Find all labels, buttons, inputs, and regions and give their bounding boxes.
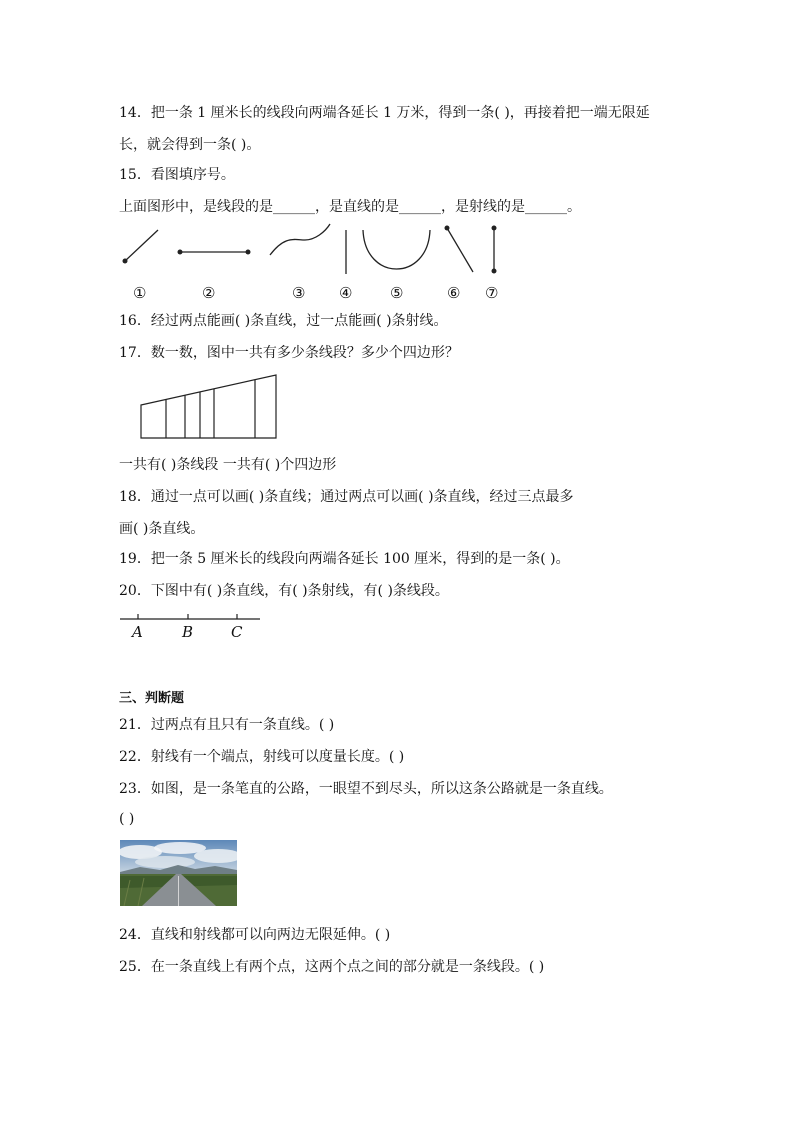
section-title: 三、判断题 — [119, 691, 185, 706]
q18-line2: 画( )条直线。 — [119, 521, 205, 537]
q22: 22．射线有一个端点，射线可以度量长度。( ) — [119, 749, 405, 765]
point-a: A — [132, 623, 143, 641]
label-3: ③ — [292, 284, 306, 302]
q23-line1: 23．如图，是一条笔直的公路，一眼望不到尽头，所以这条公路就是一条直线。 — [119, 781, 613, 797]
label-4: ④ — [339, 284, 353, 302]
label-7: ⑦ — [485, 284, 499, 302]
figure-6 — [445, 226, 474, 273]
q23-line2: ( ) — [119, 811, 135, 827]
figure-5 — [363, 230, 430, 269]
q17-figure — [138, 372, 280, 442]
q18-line1: 18．通过一点可以画( )条直线；通过两点可以画( )条直线，经过三点最多 — [119, 489, 574, 505]
q24: 24．直线和射线都可以向两边无限延伸。( ) — [119, 927, 391, 943]
figure-1 — [123, 230, 159, 264]
q15-title: 15．看图填序号。 — [119, 167, 235, 183]
label-6: ⑥ — [447, 284, 461, 302]
figure-2 — [178, 250, 251, 255]
q21: 21．过两点有且只有一条直线。( ) — [119, 717, 335, 733]
label-1: ① — [133, 284, 147, 302]
figure-3 — [270, 224, 330, 255]
q17-title: 17．数一数，图中一共有多少条线段？多少个四边形？ — [119, 345, 459, 361]
point-c: C — [231, 623, 243, 641]
q14-line2: 长，就会得到一条( )。 — [119, 137, 261, 153]
q16: 16．经过两点能画( )条直线，过一点能画( )条射线。 — [119, 313, 448, 329]
point-b: B — [182, 623, 194, 641]
q20-text: 20．下图中有( )条直线，有( )条射线，有( )条线段。 — [119, 583, 449, 599]
label-5: ⑤ — [390, 284, 404, 302]
q17-answer: 一共有( )条线段 一共有( )个四边形 — [119, 457, 337, 473]
label-2: ② — [202, 284, 216, 302]
figure-7 — [492, 226, 497, 274]
q19: 19．把一条 5 厘米长的线段向两端各延长 100 厘米，得到的是一条( )。 — [119, 551, 570, 567]
road-photo — [120, 840, 237, 906]
q15-figures — [110, 220, 510, 280]
q25: 25．在一条直线上有两个点，这两个点之间的部分就是一条线段。( ) — [119, 959, 545, 975]
q15-text: 上面图形中，是线段的是______，是直线的是______，是射线的是______。 — [119, 199, 581, 215]
q14-line1: 14．把一条 1 厘米长的线段向两端各延长 1 万米，得到一条( )，再接着把一端无限延 — [119, 105, 650, 121]
